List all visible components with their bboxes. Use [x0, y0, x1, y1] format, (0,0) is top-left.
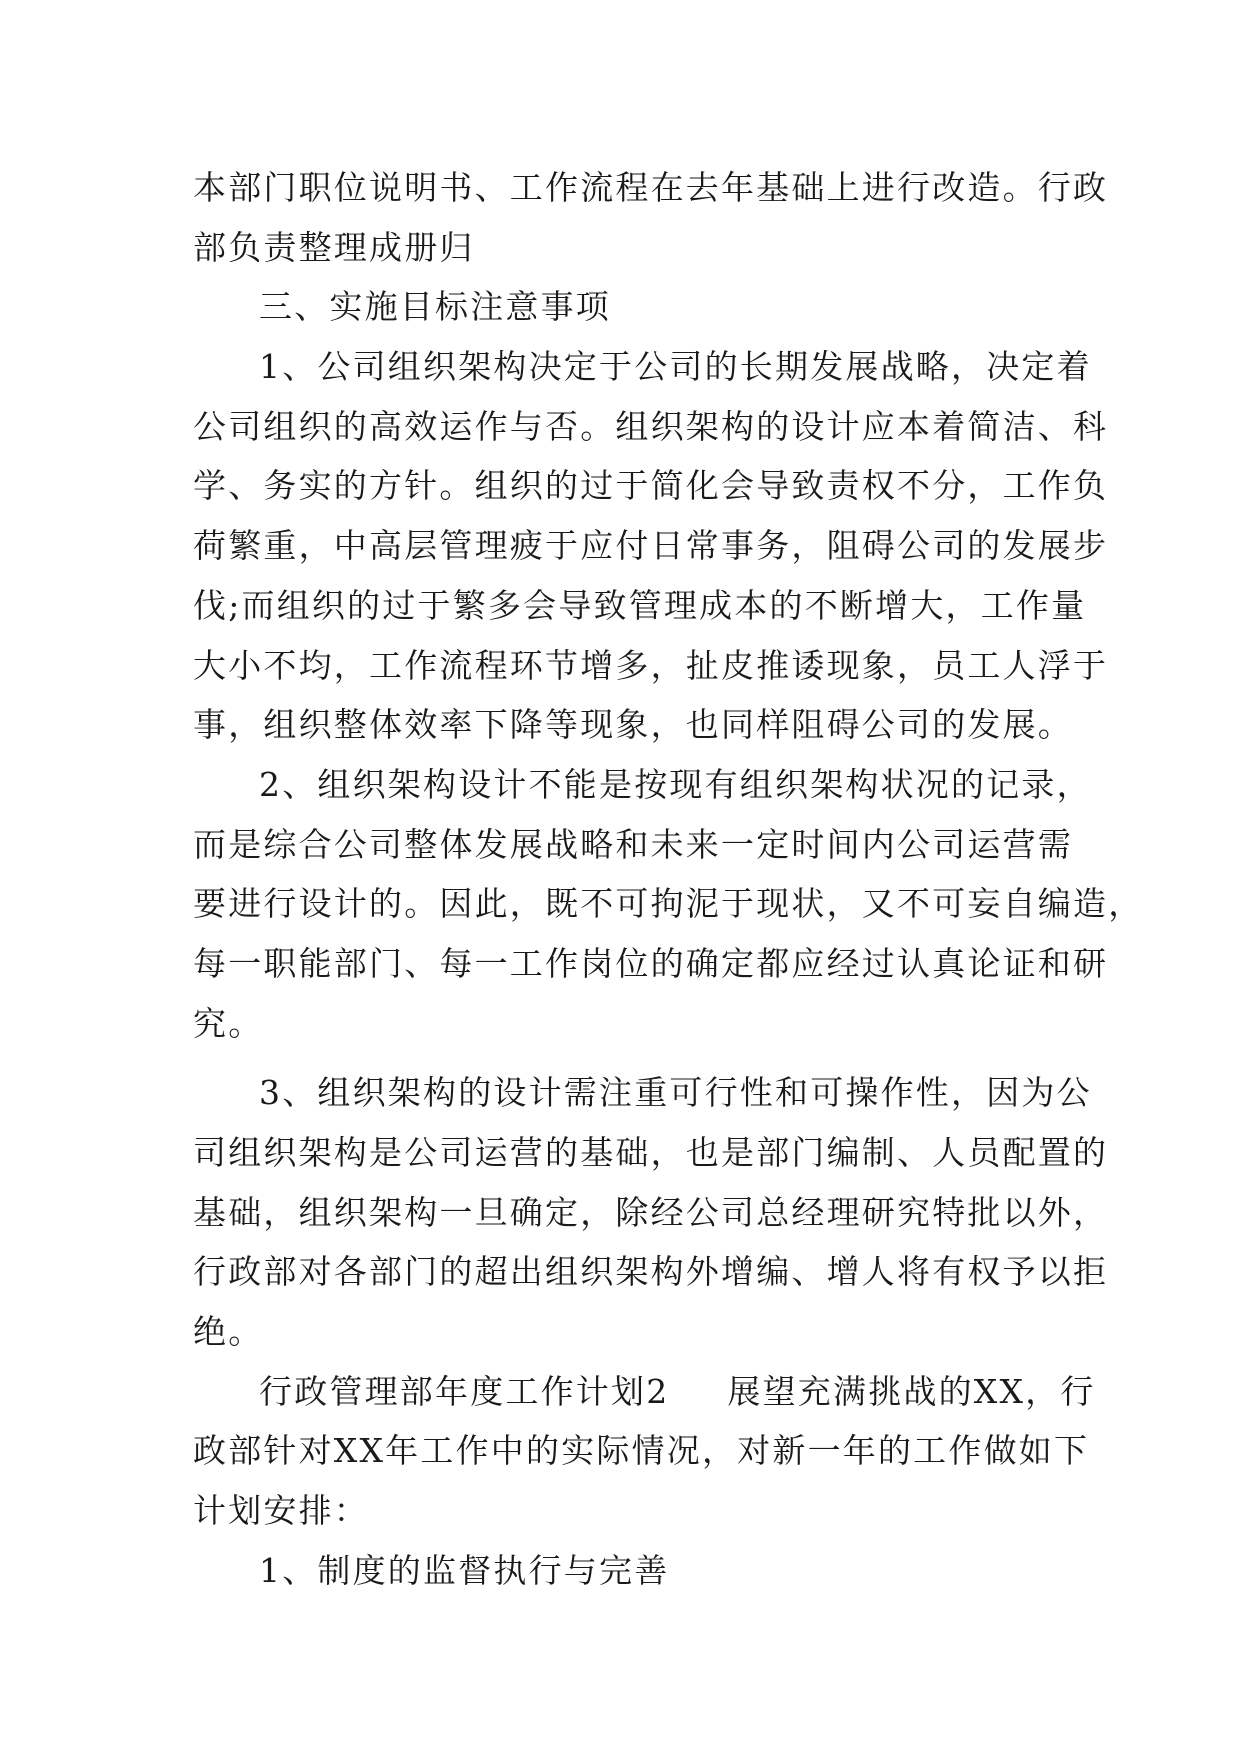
plan-intro: 展望充满挑战的XX，行: [727, 1371, 1096, 1411]
paragraph-gap: [193, 1053, 1049, 1063]
text-line: 绝。: [193, 1312, 264, 1352]
text-line: 计划安排：: [193, 1491, 369, 1531]
plan-title: 行政管理部年度工作计划2: [259, 1371, 670, 1411]
text-line: 部负责整理成册归: [193, 227, 475, 267]
text-line: 大小不均，工作流程环节增多，扯皮推诿现象，员工人浮于: [193, 645, 1109, 685]
text-line: 学、务实的方针。组织的过于简化会导致责权不分，工作负: [193, 466, 1109, 506]
text-line: 司组织架构是公司运营的基础，也是部门编制、人员配置的: [193, 1133, 1109, 1172]
text-line: 伐;而组织的过于繁多会导致管理成本的不断增大，工作量: [193, 585, 1087, 625]
text-line: 2、组织架构设计不能是按现有组织架构状况的记录，: [259, 764, 1092, 804]
text-line: 荷繁重，中高层管理疲于应付日常事务，阻碍公司的发展步: [193, 526, 1109, 566]
text-line: 行政部对各部门的超出组织架构外增编、增人将有权予以拒: [193, 1252, 1109, 1292]
text-line: 而是综合公司整体发展战略和未来一定时间内公司运营需: [193, 824, 1073, 864]
text-line: 基础，组织架构一旦确定，除经公司总经理研究特批以外，: [193, 1192, 1109, 1232]
document-body: [193, 158, 1144, 1601]
text-line: 3、组织架构的设计需注重可行性和可操作性，因为公: [259, 1073, 1092, 1113]
text-line: 事，组织整体效率下降等现象，也同样阻碍公司的发展。: [193, 705, 1073, 745]
plan-title-line: [193, 1362, 1096, 1422]
text-line: 究。: [193, 1003, 264, 1043]
text-line: 公司组织的高效运作与否。组织架构的设计应本着简洁、科: [193, 406, 1109, 446]
text-line: 每一职能部门、每一工作岗位的确定都应经过认真论证和研: [193, 943, 1109, 983]
text-line: 政部针对XX年工作中的实际情况，对新一年的工作做如下: [193, 1431, 1090, 1471]
text-line: 本部门职位说明书、工作流程在去年基础上进行改造。行政: [193, 168, 1109, 207]
list-item-heading: 1、制度的监督执行与完善: [259, 1550, 670, 1590]
text-line: 要进行设计的。因此，既不可拘泥于现状，又不可妄自编造，: [193, 884, 1144, 924]
section-heading: 三、实施目标注意事项: [259, 287, 611, 327]
text-line: 1、公司组织架构决定于公司的长期发展战略，决定着: [259, 347, 1092, 387]
